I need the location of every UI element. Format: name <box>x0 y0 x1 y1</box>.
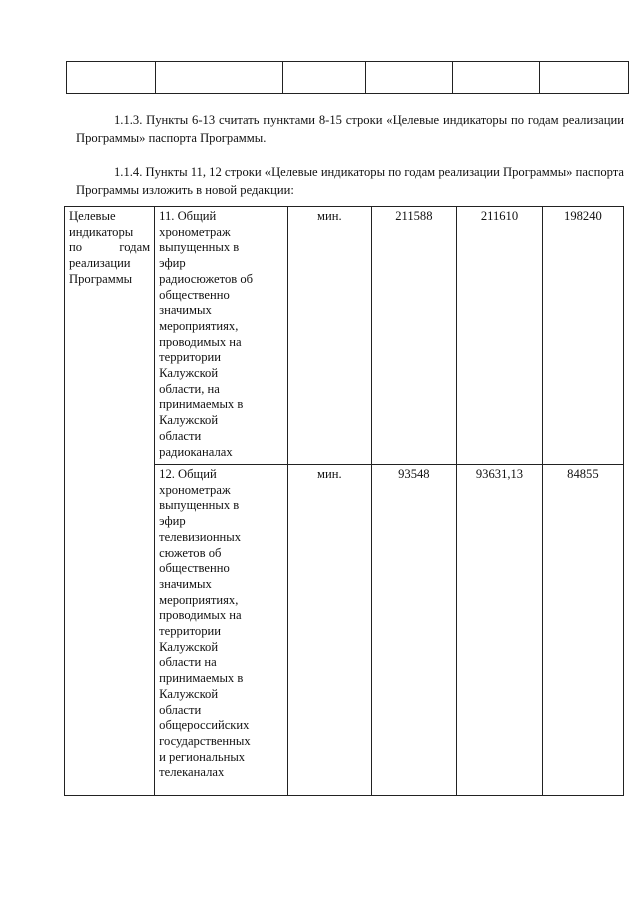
paragraph-text-line: 1.1.3. Пункты 6-13 считать пунктами 8-15 строки «Целевые индикаторы по годам <box>114 113 559 127</box>
value-cell: 93548 <box>371 465 457 796</box>
indicator-name-line: 12. Общий <box>159 467 217 481</box>
indicator-name-line: общероссийских <box>159 718 250 733</box>
table-row <box>67 62 629 94</box>
indicator-name-line: эфир <box>159 256 186 271</box>
value-cell: 93631,13 <box>457 465 543 796</box>
value-cell: 211588 <box>371 207 457 465</box>
indicator-name-line: области на <box>159 655 217 670</box>
empty-cell <box>283 62 366 94</box>
indicator-name-line: Калужской <box>159 366 219 381</box>
unit-cell: мин. <box>288 207 371 465</box>
indicator-name-line: выпущенных в <box>159 240 240 255</box>
indicator-name-line: территории <box>159 350 221 365</box>
label-line: Целевые <box>69 209 116 223</box>
indicator-name-line: телеканалах <box>159 765 225 780</box>
indicator-name-line: принимаемых в <box>159 397 244 412</box>
indicator-name-line: телевизионных <box>159 529 242 544</box>
indicator-name-line: выпущенных в <box>159 498 240 513</box>
empty-cell <box>540 62 629 94</box>
unit-cell: мин. <box>288 465 371 796</box>
empty-cell <box>453 62 540 94</box>
indicator-name-line: принимаемых в <box>159 671 244 686</box>
indicator-name-line: и региональных <box>159 749 246 764</box>
indicator-name-line: радиоканалах <box>159 444 233 459</box>
indicator-name-line: сюжетов об <box>159 545 222 560</box>
empty-cell <box>67 62 156 94</box>
label-word: по <box>69 240 83 255</box>
indicator-name-line: значимых <box>159 303 212 318</box>
indicator-name-line: общественно <box>159 287 230 302</box>
empty-cell <box>156 62 283 94</box>
value-cell: 84855 <box>542 465 623 796</box>
indicator-name-line: радиосюжетов об <box>159 271 254 286</box>
indicator-name-line: области <box>159 428 202 443</box>
indicator-name-line: хронометраж <box>159 482 231 497</box>
indicator-name-line: Калужской <box>159 413 219 428</box>
indicator-name-line: государственных <box>159 733 251 748</box>
label-line: Программы <box>69 271 133 286</box>
indicator-name-line: проводимых на <box>159 608 242 623</box>
indicator-name-line: области, на <box>159 381 220 396</box>
paragraph-text-line: 1.1.4. Пункты 11, 12 строки «Целевые индикаторы по годам реализации Программы» <box>114 165 573 179</box>
paragraph-text-line: реализации Программы» паспорта Программы. <box>76 113 624 145</box>
target-indicators-table <box>64 206 624 796</box>
paragraph-1-1-3 <box>76 111 624 147</box>
empty-cell <box>366 62 453 94</box>
row-label-cell <box>65 207 155 796</box>
indicator-name-line: хронометраж <box>159 224 231 239</box>
paragraph-text-line: паспорта Программы изложить в новой редакции: <box>76 165 624 197</box>
indicator-name-line: проводимых на <box>159 334 242 349</box>
indicator-name-line: территории <box>159 624 221 639</box>
indicator-name-line: Калужской <box>159 686 219 701</box>
label-line <box>69 240 150 256</box>
indicator-name-line: эфир <box>159 514 186 529</box>
indicator-name-cell <box>155 465 288 796</box>
indicator-name-line: 11. Общий <box>159 209 217 223</box>
indicator-name-line: мероприятиях, <box>159 318 239 333</box>
indicator-name-cell <box>155 207 288 465</box>
indicator-name-line: области <box>159 702 202 717</box>
indicator-name-line: общественно <box>159 561 230 576</box>
label-line: реализации <box>69 256 131 271</box>
indicator-name-line: Калужской <box>159 639 219 654</box>
value-cell: 198240 <box>542 207 623 465</box>
indicator-name-line: значимых <box>159 576 212 591</box>
previous-table-fragment <box>66 61 629 94</box>
indicator-name-line: мероприятиях, <box>159 592 239 607</box>
paragraph-1-1-4 <box>76 163 624 199</box>
table-row <box>65 207 624 465</box>
label-word: годам <box>119 240 151 255</box>
value-cell: 211610 <box>457 207 543 465</box>
label-line: индикаторы <box>69 224 134 239</box>
